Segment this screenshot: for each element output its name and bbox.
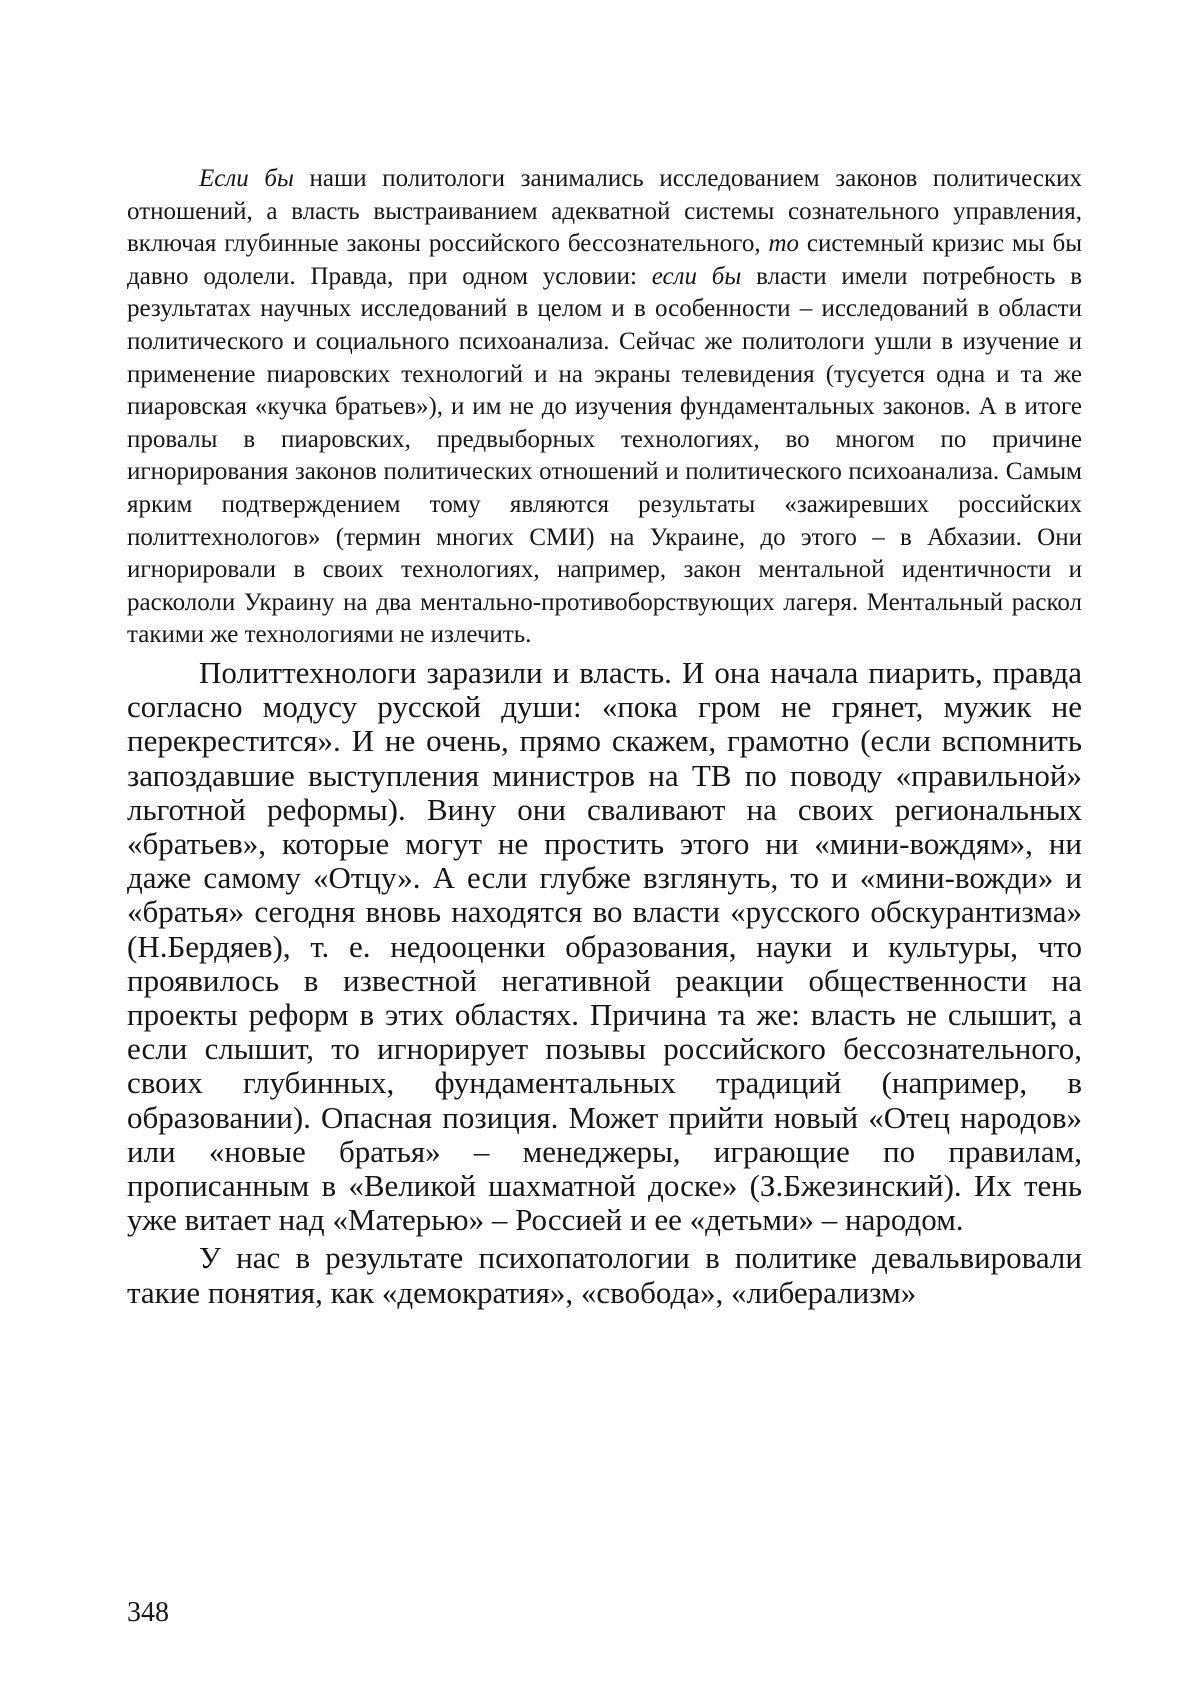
book-page	[0, 0, 1200, 1700]
italic-phrase: то	[768, 230, 799, 257]
body-text	[127, 163, 1082, 1310]
paragraph-3: У нас в результате психопатологии в политике девальвировали такие понятия, как «демократия», «свобода», «либерализм»	[127, 1241, 1082, 1309]
text-run: наши политологи занимались исследованием законов политических отношений, а власть выстраиванием адекватной системы сознательного управления, включая глубинные законы российского бессознательного,	[127, 165, 1082, 257]
italic-phrase: Если бы	[199, 165, 294, 192]
italic-phrase: если бы	[652, 263, 742, 290]
paragraph-2: Политтехнологи заразили и власть. И она начала пиарить, правда согласно модусу русской души: «пока гром не грянет, мужик не перекрестится». И не очень, прямо скажем, грамотно (если вспомнить запоздавшие выступления министров на ТВ по поводу «правильной» льготной реформы). Вину они сваливают на своих региональных «братьев», которые могут не простить этого ни «мини-вождям», ни даже самому «Отцу». А если глубже взглянуть, то и «мини-вожди» и «братья» сегодня вновь находятся во власти «русского обскурантизма» (Н.Бердяев), т. е. недооценки образования, науки и культуры, что проявилось в известной негативной реакции общественности на проекты реформ в этих областях. Причина та же: власть не слышит, а если слышит, то игнорирует позывы российского бессознательного, своих глубинных, фундаментальных традиций (например, в образовании). Опасная позиция. Может прийти новый «Отец народов» или «новые братья» – менеджеры, играющие по правилам, прописанным в «Великой шахматной доске» (З.Бжезинский). Их тень уже витает над «Матерью» – Россией и ее «детьми» – народом.	[127, 656, 1082, 1237]
paragraph-1	[127, 163, 1082, 652]
text-run: системный кризис мы бы давно одолели. Правда, при одном условии:	[127, 230, 1082, 290]
page-number: 348	[127, 1597, 169, 1629]
text-run: власти имели потребность в результатах научных исследований в целом и в особенности – исследований в области политического и социального психоанализа. Сейчас же политологи ушли в изучение и применение пиаровских технологий и на экраны телевидения (тусуется одна и та же пиаровская «кучка братьев»), и им не до изучения фундаментальных законов. А в итоге провалы в пиаровских, предвыборных технологиях, во многом по причине игнорирования законов политических отношений и политического психоанализа. Самым ярким подтверждением тому являются результаты «зажиревших российских политтехнологов» (термин многих СМИ) на Украине, до этого – в Абхазии. Они игнорировали в своих технологиях, например, закон ментальной идентичности и раскололи Украину на два ментально-противоборствующих лагеря. Ментальный раскол такими же технологиями не излечить.	[127, 263, 1082, 649]
